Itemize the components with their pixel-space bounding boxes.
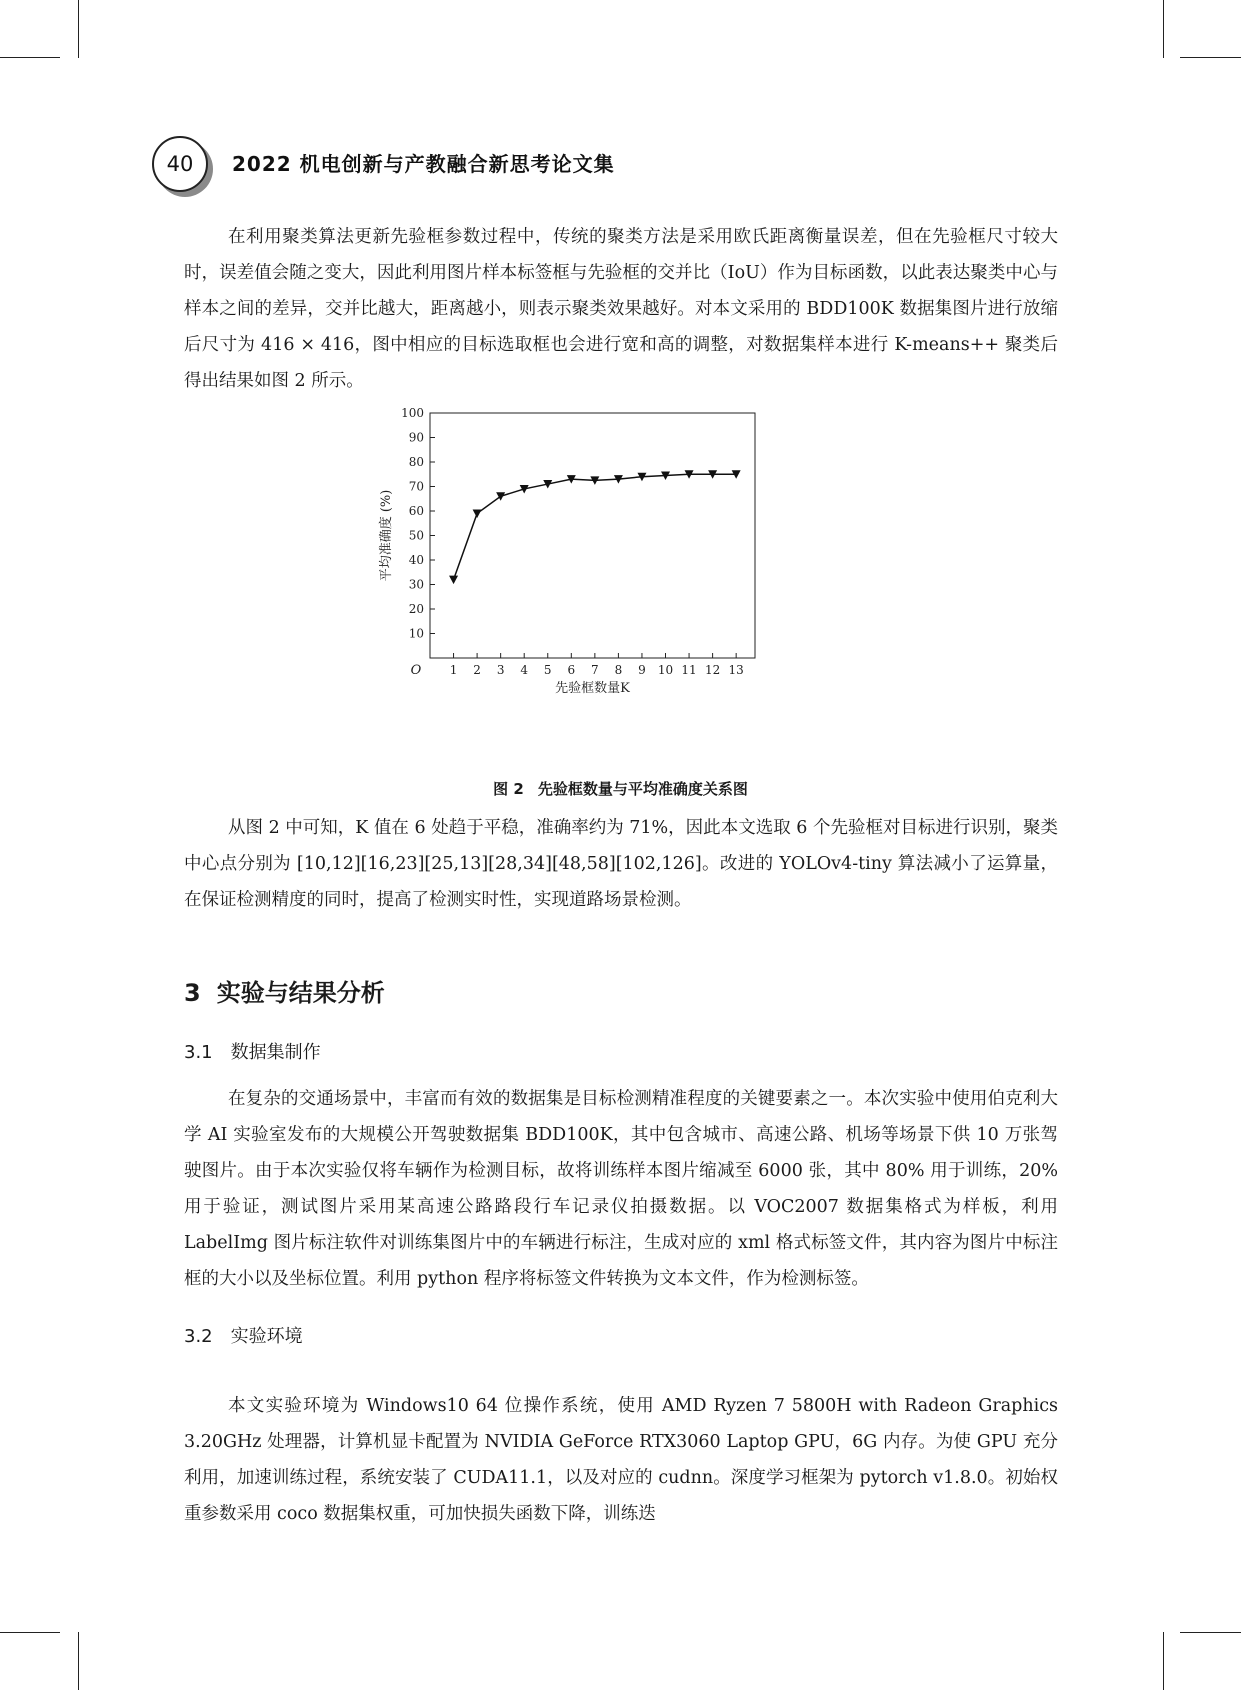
figure-caption: [0, 778, 1241, 799]
y-axis-label: 平均准确度 (%): [379, 489, 394, 582]
paragraph-3: 在复杂的交通场景中，丰富而有效的数据集是目标检测精准程度的关键要素之一。本次实验中使用伯克利大学 AI 实验室发布的大规模公开驾驶数据集 BDD100K，其中包含城市、高速公路、机场等场景下供 10 万张驾驶图片。由于本次实验仅将车辆作为检测目标，故将训练样本图片缩减至 6000 张，其中 80% 用于训练，20% 用于验证，测试图片采用某高速公路路段行车记录仪拍摄数据。以 VOC2007 数据集格式为样板，利用 LabelImg 图片标注软件对训练集图片中的车辆进行标注，生成对应的 xml 格式标签文件，其内容为图片中标注框的大小以及坐标位置。利用 python 程序将标签文件转换为文本文件，作为检测标签。: [184, 1089, 1058, 1289]
x-tick-label: 6: [567, 663, 576, 677]
data-point: [496, 492, 505, 501]
y-tick-label: 20: [408, 602, 424, 616]
y-tick-label: 60: [408, 504, 424, 518]
x-tick-label: 5: [543, 663, 552, 677]
figure-caption-text: 先验框数量与平均准确度关系图: [537, 780, 748, 798]
crop-mark-bottom-right-h: [1180, 1632, 1241, 1633]
accuracy-line-chart: [379, 406, 840, 760]
plot-frame: [430, 413, 755, 658]
x-tick-label: 1: [449, 663, 458, 677]
figure-number: 图 2: [493, 780, 524, 798]
x-tick-label: 2: [473, 663, 481, 677]
x-tick-label: 4: [520, 663, 529, 677]
subsection-number: 3.2: [184, 1326, 213, 1347]
y-tick-label: 80: [408, 455, 424, 469]
paragraph-1: 在利用聚类算法更新先验框参数过程中，传统的聚类方法是采用欧氏距离衡量误差，但在先验框尺寸较大时，误差值会随之变大，因此利用图片样本标签框与先验框的交并比（IoU）作为目标函数，以此表达聚类中心与样本之间的差异，交并比越大，距离越小，则表示聚类效果越好。对本文采用的 BDD100K 数据集图片进行放缩后尺寸为 416 × 416，图中相应的目标选取框也会进行宽和高的调整，对数据集样本进行 K-means++ 聚类后得出结果如图 2 所示。: [184, 227, 1058, 391]
crop-mark-top-left-h: [0, 57, 60, 58]
book-title: 2022 机电创新与产教融合新思考论文集: [232, 152, 615, 176]
x-axis-label: 先验框数量K: [555, 681, 630, 696]
x-tick-label: 3: [496, 663, 505, 677]
crop-mark-top-left-v: [78, 0, 79, 58]
y-tick-label: 10: [408, 626, 424, 641]
x-tick-label: 12: [704, 663, 721, 677]
page-header: [152, 136, 1052, 192]
series-line: [454, 474, 737, 579]
page-number-badge: [152, 136, 208, 192]
data-point: [473, 509, 482, 518]
y-tick-label: 100: [401, 406, 424, 420]
subsection-heading-3-2: [184, 1322, 303, 1348]
paragraph-4: 本文实验环境为 Windows10 64 位操作系统，使用 AMD Ryzen 7 5800H with Radeon Graphics 3.20GHz 处理器，计算机显卡配置为 NVIDIA GeForce RTX3060 Laptop GPU，6G 内存。为使 GPU 充分利用，加速训练过程，系统安装了 CUDA11.1，以及对应的 cudnn。深度学习框架为 pytorch v1.8.0。初始权重参数采用 coco 数据集权重，可加快损失函数下降，训练迭: [184, 1396, 1058, 1524]
x-tick-label: 7: [591, 663, 599, 677]
subsection-title: 数据集制作: [230, 1042, 321, 1063]
subsection-heading-3-1: [184, 1038, 321, 1064]
crop-mark-bottom-left-v: [78, 1632, 79, 1690]
x-tick-label: 10: [657, 663, 674, 677]
crop-mark-bottom-left-h: [0, 1632, 60, 1633]
page-number: 40: [166, 152, 194, 176]
y-tick-label: 90: [408, 430, 424, 445]
origin-label: O: [410, 663, 422, 678]
y-tick-label: 40: [408, 553, 424, 567]
subsection-number: 3.1: [184, 1042, 213, 1063]
x-tick-label: 11: [681, 663, 697, 677]
x-tick-label: 9: [638, 663, 646, 677]
section-heading: [184, 973, 385, 1008]
section-title: 实验与结果分析: [216, 979, 385, 1007]
y-tick-label: 70: [408, 479, 424, 494]
paragraph-2: 从图 2 中可知，K 值在 6 处趋于平稳，准确率约为 71%，因此本文选取 6 个先验框对目标进行识别，聚类中心点分别为 [10,12][16,23][25,13][28,34][48,58][102,126]。改进的 YOLOv4-tiny 算法减小了运算量，在保证检测精度的同时，提高了检测实时性，实现道路场景检测。: [184, 818, 1058, 910]
y-tick-label: 30: [408, 577, 424, 592]
section-number: 3: [184, 979, 201, 1007]
crop-mark-bottom-right-v: [1163, 1632, 1164, 1690]
x-tick-label: 13: [728, 663, 744, 677]
y-tick-label: 50: [408, 528, 424, 543]
x-tick-label: 8: [614, 663, 623, 677]
subsection-title: 实验环境: [230, 1326, 303, 1347]
crop-mark-top-right-h: [1180, 57, 1241, 58]
crop-mark-top-right-v: [1163, 0, 1164, 58]
data-point: [449, 576, 458, 585]
